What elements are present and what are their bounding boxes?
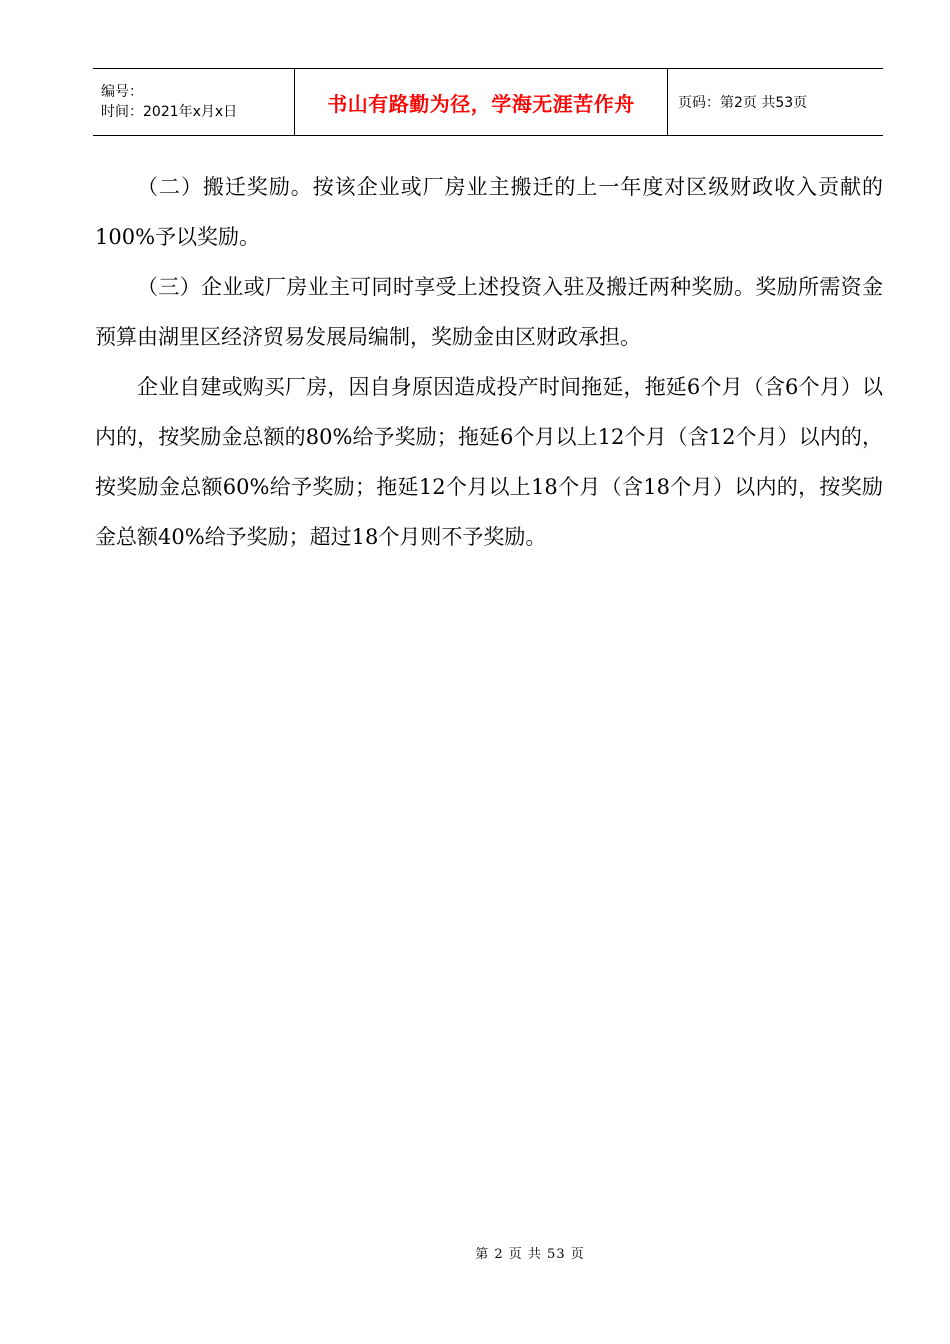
serial-number-label: 编号：: [101, 84, 143, 100]
document-body: [95, 162, 883, 562]
footer-page-number: 第 2 页 共 53 页: [475, 1247, 585, 1262]
page-header: [93, 68, 883, 136]
paragraph-relocation-reward: （二）搬迁奖励。按该企业或厂房业主搬迁的上一年度对区级财政收入贡献的100%予以奖励。: [95, 175, 883, 249]
header-page-info: 页码：第2页 共53页: [678, 95, 808, 111]
paragraph-delay-reward: 企业自建或购买厂房，因自身原因造成投产时间拖延，拖延6个月（含6个月）以内的，按奖励金总额的80%给予奖励；拖延6个月以上12个月（含12个月）以内的，按奖励金总额60%给予奖励；拖延12个月以上18个月（含18个月）以内的，按奖励金总额40%给予奖励；超过18个月则不予奖励。: [95, 375, 883, 549]
page-footer: [0, 1243, 950, 1262]
paragraph-dual-reward: （三）企业或厂房业主可同时享受上述投资入驻及搬迁两种奖励。奖励所需资金预算由湖里区经济贸易发展局编制，奖励金由区财政承担。: [95, 275, 883, 349]
header-motto: 书山有路勤为径，学海无涯苦作舟: [295, 69, 668, 135]
header-meta-cell: [93, 69, 295, 135]
date-label: 时间：2021年x月x日: [101, 104, 238, 120]
